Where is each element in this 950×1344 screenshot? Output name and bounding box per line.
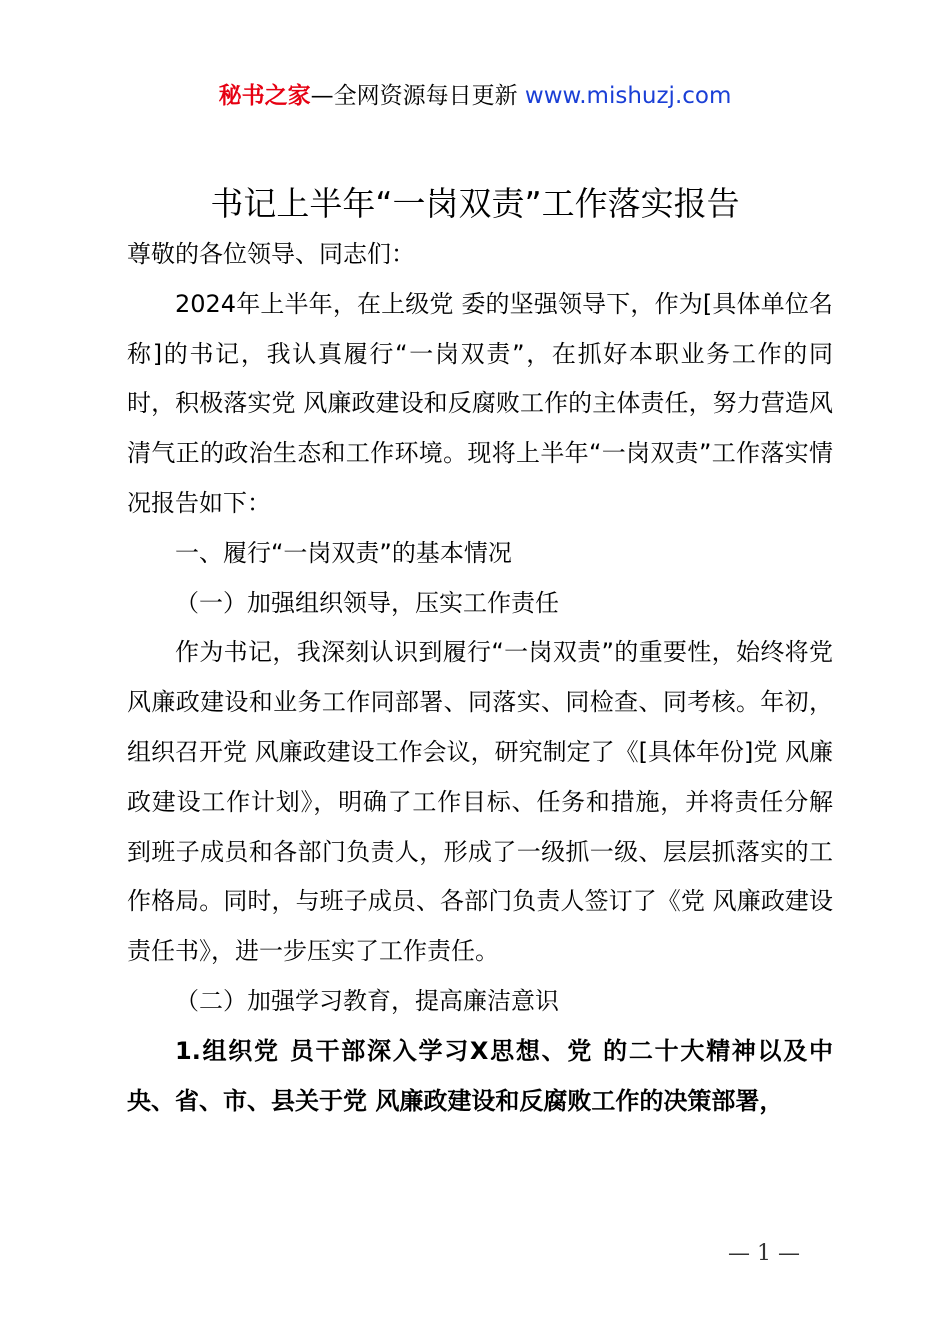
page-number: — 1 — — [728, 1241, 800, 1266]
bold-point-paragraph: 1.组织党 员干部深入学习X思想、党 的二十大精神以及中央、省、市、县关于党 风廉政建设和反腐败工作的决策部署， — [127, 1036, 833, 1115]
section-heading-1: 一、履行“一岗双责”的基本情况 — [175, 538, 512, 567]
salutation: 尊敬的各位领导、同志们： — [127, 240, 415, 268]
document-body — [127, 230, 833, 1126]
subsection-heading-2: （二）加强学习教育，提高廉洁意识 — [175, 986, 559, 1015]
site-header — [0, 80, 950, 112]
site-url-link[interactable]: www.mishuzj.com — [524, 83, 732, 109]
subsection-heading-1: （一）加强组织领导，压实工作责任 — [175, 588, 559, 617]
body-paragraph: 作为书记，我深刻认识到履行“一岗双责”的重要性，始终将党 风廉政建设和业务工作同部署、同落实、同检查、同考核。年初，组织召开党 风廉政建设工作会议，研究制定了《[具体年份]党 风廉政建设工作计划》，明确了工作目标、任务和措施，并将责任分解到班子成员和各部门负责人，形成了一级抓一级、层层抓落实的工作格局。同时，与班子成员、各部门负责人签订了《党 风廉政建设责任书》，进一步压实了工作责任。 — [127, 638, 833, 966]
brand-name: 秘书之家 — [218, 83, 311, 109]
document-title: 书记上半年“一岗双责”工作落实报告 — [210, 184, 740, 223]
header-tagline: —全网资源每日更新 — [310, 83, 525, 109]
intro-paragraph: 2024年上半年，在上级党 委的坚强领导下，作为[具体单位名称]的书记，我认真履行“一岗双责”，在抓好本职业务工作的同时，积极落实党 风廉政建设和反腐败工作的主体责任，努力营造风清气正的政治生态和工作环境。现将上半年“一岗双责”工作落实情况报告如下： — [127, 289, 833, 517]
